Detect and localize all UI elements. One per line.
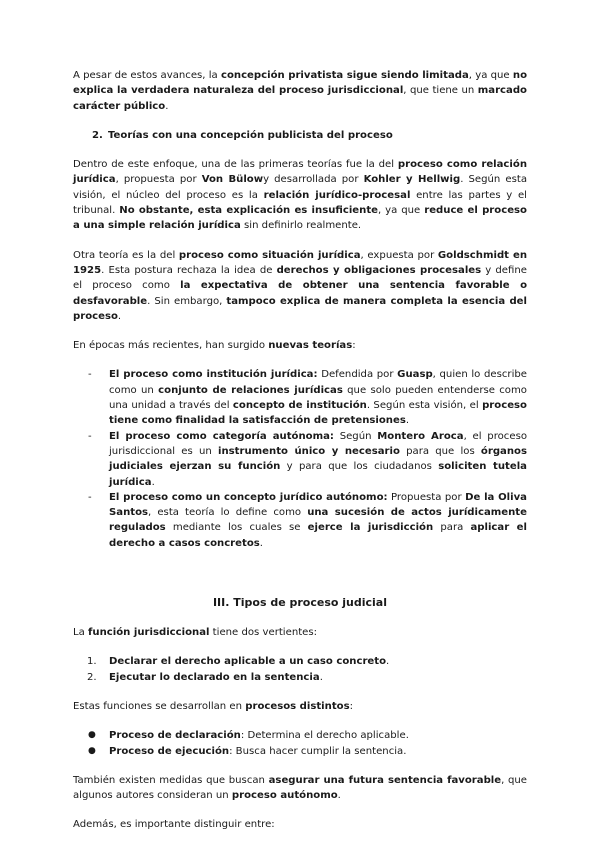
processes-intro: Estas funciones se desarrollan en procesos distintos: <box>73 700 354 712</box>
list-item: - El proceso como categoría autónoma: Según Montero Aroca, el proceso jurisdiccional es un instrumento único y necesario para que los órganos judiciales ejerzan su función y para que los ciudadanos soliciten tutela jurídica. <box>88 430 528 488</box>
functions-list <box>73 654 527 685</box>
bullet-icon: ● <box>88 745 96 756</box>
relation-theory-paragraph: Dentro de este enfoque, una de las primeras teorías fue la del proceso como relación jurídica, propuesta por Von Bülowy desarrollada por Kohler y Hellwig. Según esta visión, el núcleo del proceso es la relación jurídico-procesal entre las partes y el tribunal. No obstante, esta explicación es insuficiente, ya que reduce el proceso a una simple relación jurídica sin definirlo realmente. <box>73 159 528 232</box>
theories-list <box>73 367 527 551</box>
situation-theory-paragraph: Otra teoría es la del proceso como situación jurídica, expuesta por Goldschmidt en 1925. Esta postura rechaza la idea de derechos y obligaciones procesales y define el proceso como la expectativa de obtener una sentencia favorable o desfavorable. Sin embargo, tampoco explica de manera completa la esencia del proceso. <box>73 249 528 322</box>
processes-list <box>73 728 527 759</box>
list-item: - El proceso como un concepto jurídico autónomo: Propuesta por De la Oliva Santos, esta teoría lo define como una sucesión de actos jurídicamente regulados mediante los cuales se ejerce la jurisdicción para aplicar el derecho a casos concretos. <box>88 491 527 549</box>
new-theories-intro: En épocas más recientes, han surgido nuevas teorías: <box>73 340 356 352</box>
section-heading-2: 2. Teorías con una concepción publicista del proceso <box>92 129 393 141</box>
function-intro: La función jurisdiccional tiene dos vertientes: <box>73 627 318 639</box>
list-item: ● Proceso de ejecución: Busca hacer cumplir la sentencia. <box>73 744 527 759</box>
closing-paragraph: Además, es importante distinguir entre: <box>73 819 275 831</box>
intro-paragraph: A pesar de estos avances, la concepción privatista sigue siendo limitada, ya que no explica la verdadera naturaleza del proceso jurisdiccional, que tiene un marcado carácter público. <box>73 70 528 112</box>
list-item: - El proceso como institución jurídica: Defendida por Guasp, quien lo describe como un conjunto de relaciones jurídicas que solo pueden entenderse como una unidad a través del concepto de institución. Según esta visión, el proceso tiene como finalidad la satisfacción de pretensiones. <box>88 369 527 427</box>
list-item: 2. Ejecutar lo declarado en la sentencia. <box>87 671 323 683</box>
list-item: 1. Declarar el derecho aplicable a un caso concreto. <box>87 656 390 668</box>
precautionary-paragraph: También existen medidas que buscan asegurar una futura sentencia favorable, que algunos autores consideran un proceso autónomo. <box>73 774 527 802</box>
section-heading-3: III. Tipos de proceso judicial <box>212 596 388 610</box>
bullet-icon: ● <box>88 730 96 741</box>
list-item: ● Proceso de declaración: Determina el derecho aplicable. <box>73 728 527 743</box>
